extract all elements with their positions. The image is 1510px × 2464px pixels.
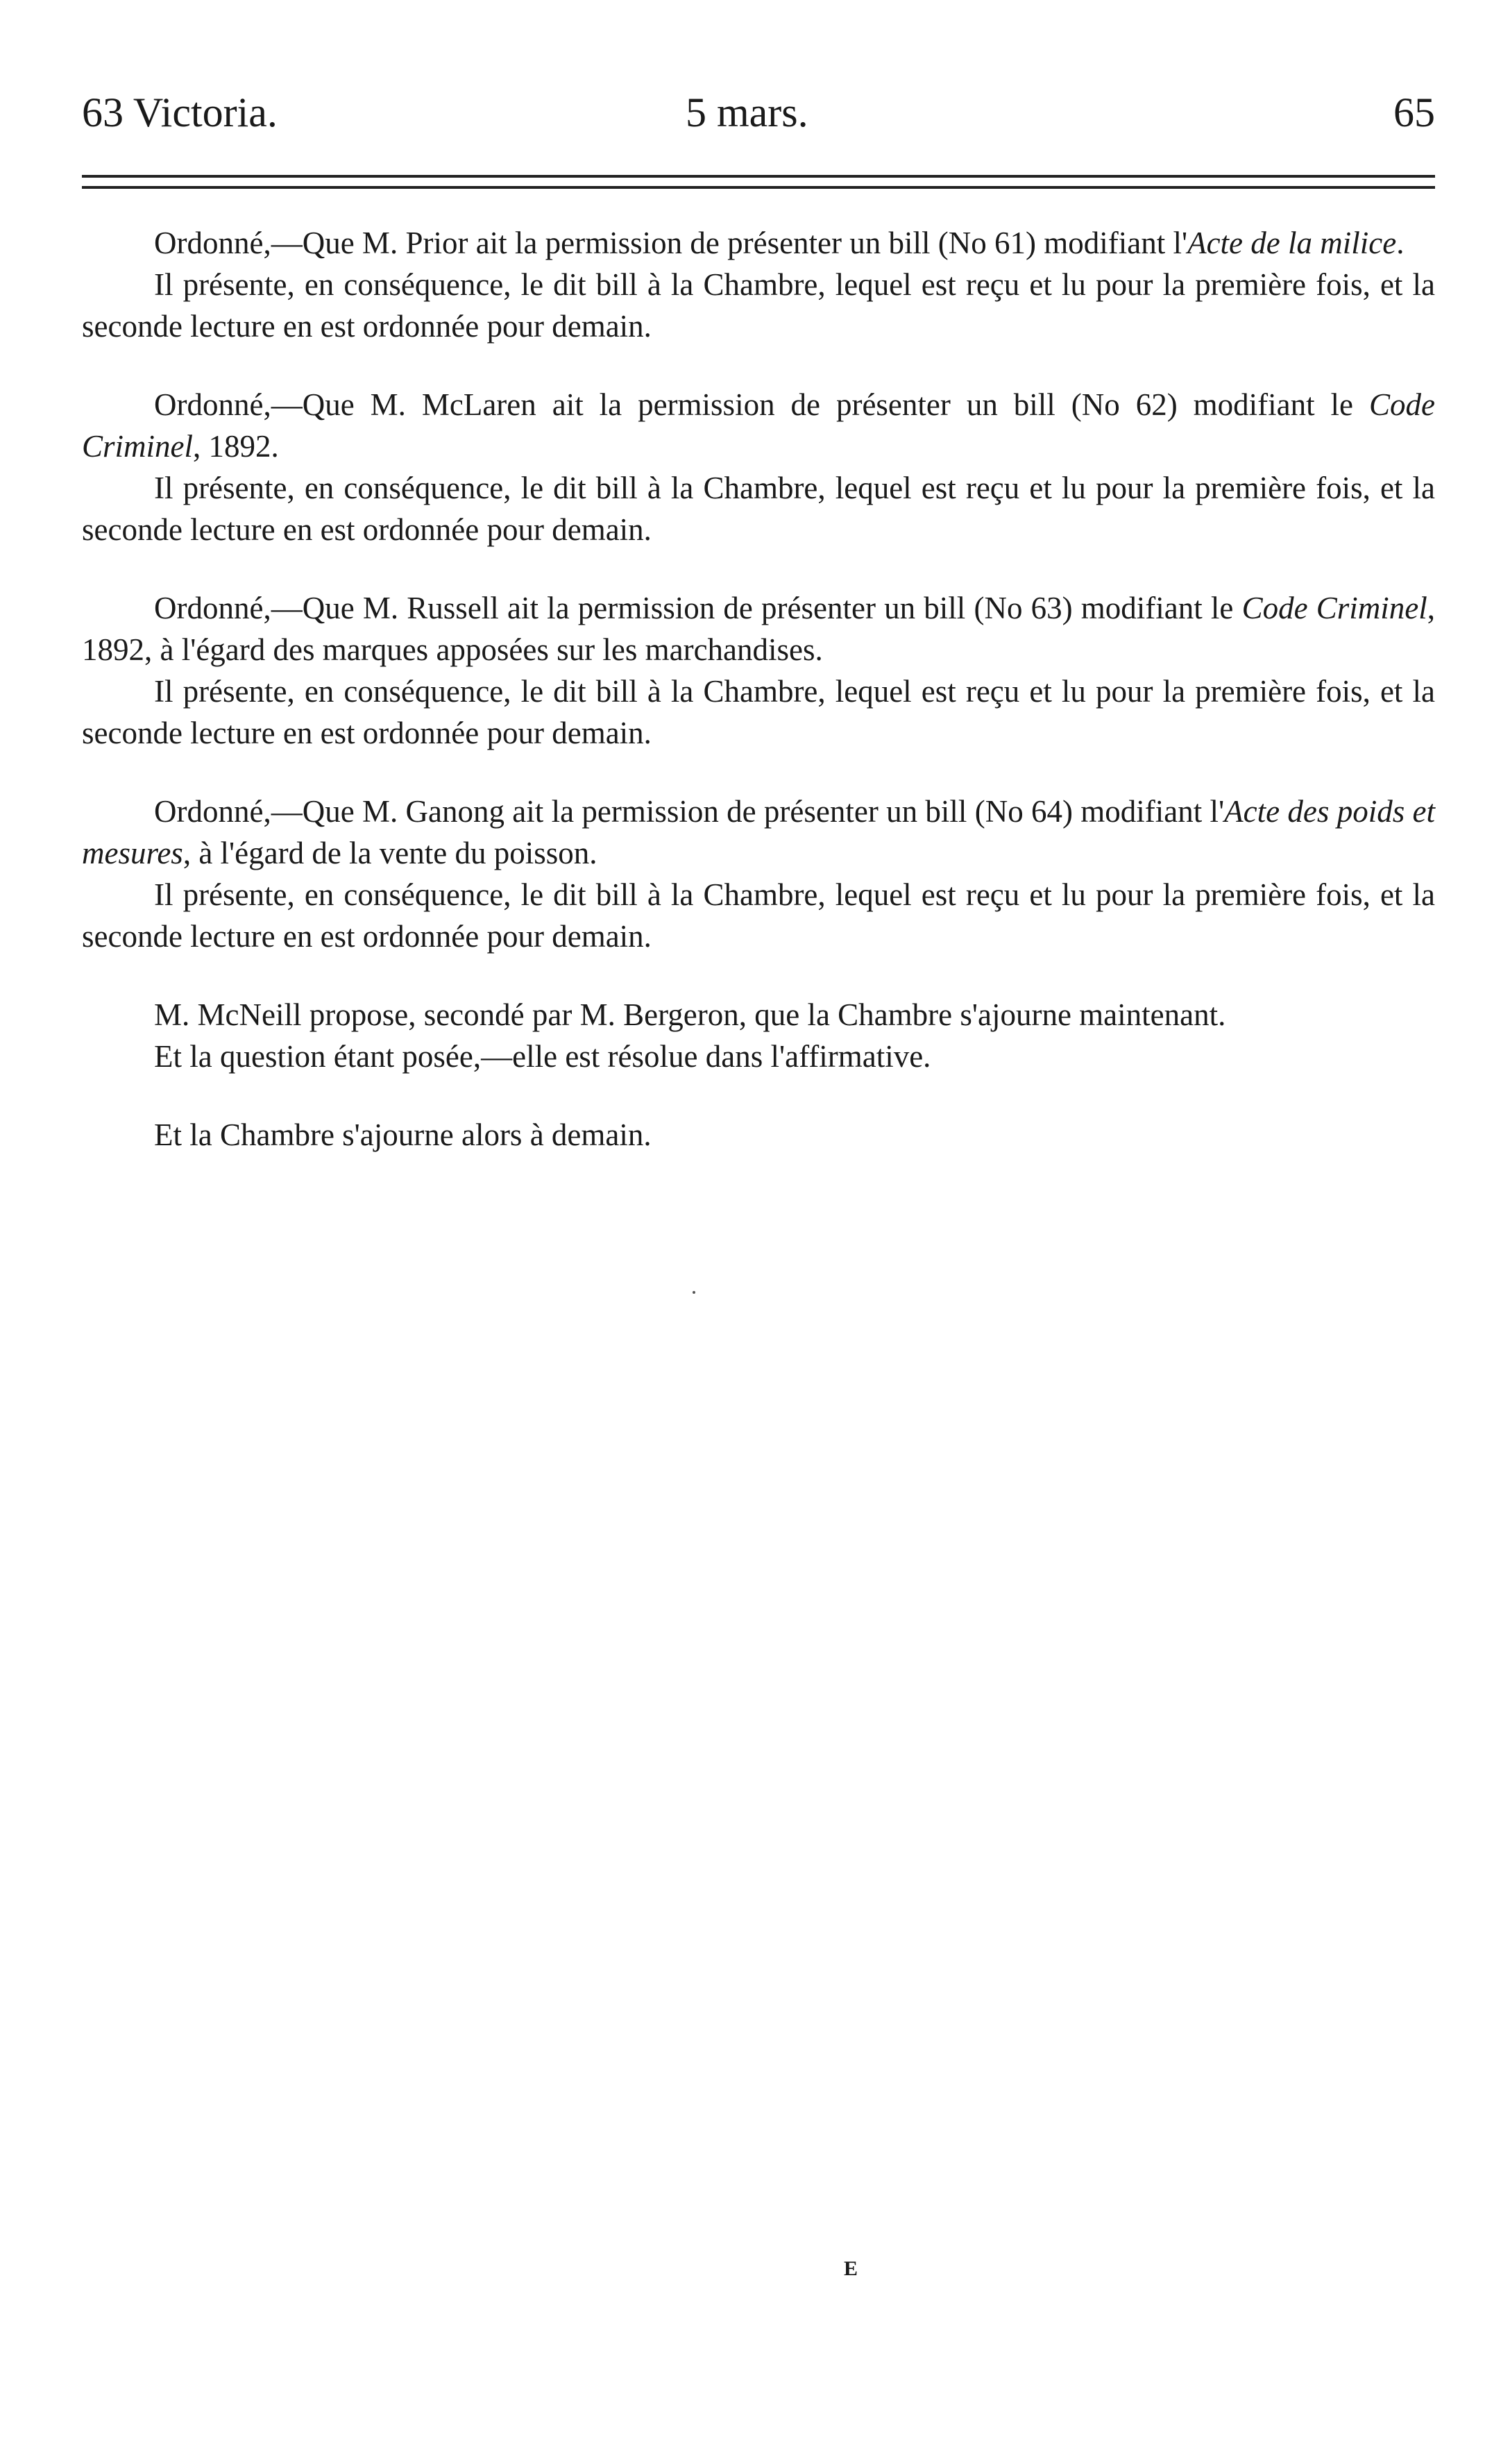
signature-mark: E [844, 2257, 858, 2280]
adjournment-motion [82, 994, 1435, 1077]
closing-paragraph: Et la Chambre s'ajourne alors à demain. [154, 1117, 652, 1152]
reading-paragraph: Il présente, en conséquence, le dit bill à la Chambre, lequel est reçu et lu pour la première fois, et la seconde lecture en est ordonnée pour demain. [82, 471, 1435, 547]
entry-bill-64 [82, 791, 1435, 957]
entry-bill-61 [82, 222, 1435, 347]
act-title: Code Criminel [82, 387, 1435, 464]
running-header [82, 85, 1435, 140]
header-date: 5 mars. [686, 90, 808, 135]
closing-entry [82, 1114, 1435, 1156]
order-paragraph: Ordonné,—Que M. Ganong ait la permission de présenter un bill (No 64) modifiant l'Acte des poids et mesures, à l'égard de la vente du poisson. [82, 794, 1435, 870]
page-number: 65 [1393, 90, 1435, 135]
motion-paragraph: M. McNeill propose, secondé par M. Bergeron, que la Chambre s'ajourne maintenant. [154, 997, 1226, 1032]
print-speck [693, 1291, 695, 1294]
page [82, 0, 1435, 2464]
reading-paragraph: Il présente, en conséquence, le dit bill à la Chambre, lequel est reçu et lu pour la première fois, et la seconde lecture en est ordonnée pour demain. [82, 674, 1435, 750]
entry-bill-62 [82, 384, 1435, 550]
header-double-rule [82, 175, 1435, 189]
journal-body [82, 222, 1435, 1192]
reading-paragraph: Il présente, en conséquence, le dit bill à la Chambre, lequel est reçu et lu pour la première fois, et la seconde lecture en est ordonnée pour demain. [82, 877, 1435, 954]
act-title: Code Criminel [1241, 591, 1427, 625]
order-paragraph: Ordonné,—Que M. Prior ait la permission de présenter un bill (No 61) modifiant l'Acte de la milice. [154, 226, 1405, 260]
order-paragraph: Ordonné,—Que M. McLaren ait la permission de présenter un bill (No 62) modifiant le Code Criminel, 1892. [82, 387, 1435, 464]
reading-paragraph: Il présente, en conséquence, le dit bill à la Chambre, lequel est reçu et lu pour la première fois, et la seconde lecture en est ordonnée pour demain. [82, 267, 1435, 344]
act-title: Acte de la milice [1187, 226, 1397, 260]
order-paragraph: Ordonné,—Que M. Russell ait la permission de présenter un bill (No 63) modifiant le Code Criminel, 1892, à l'égard des marques apposées sur les marchandises. [82, 591, 1435, 667]
act-title: Acte des poids et mesures [82, 794, 1435, 870]
motion-result: Et la question étant posée,—elle est résolue dans l'affirmative. [154, 1039, 931, 1074]
entry-bill-63 [82, 587, 1435, 754]
header-session: 63 Victoria. [82, 90, 278, 135]
